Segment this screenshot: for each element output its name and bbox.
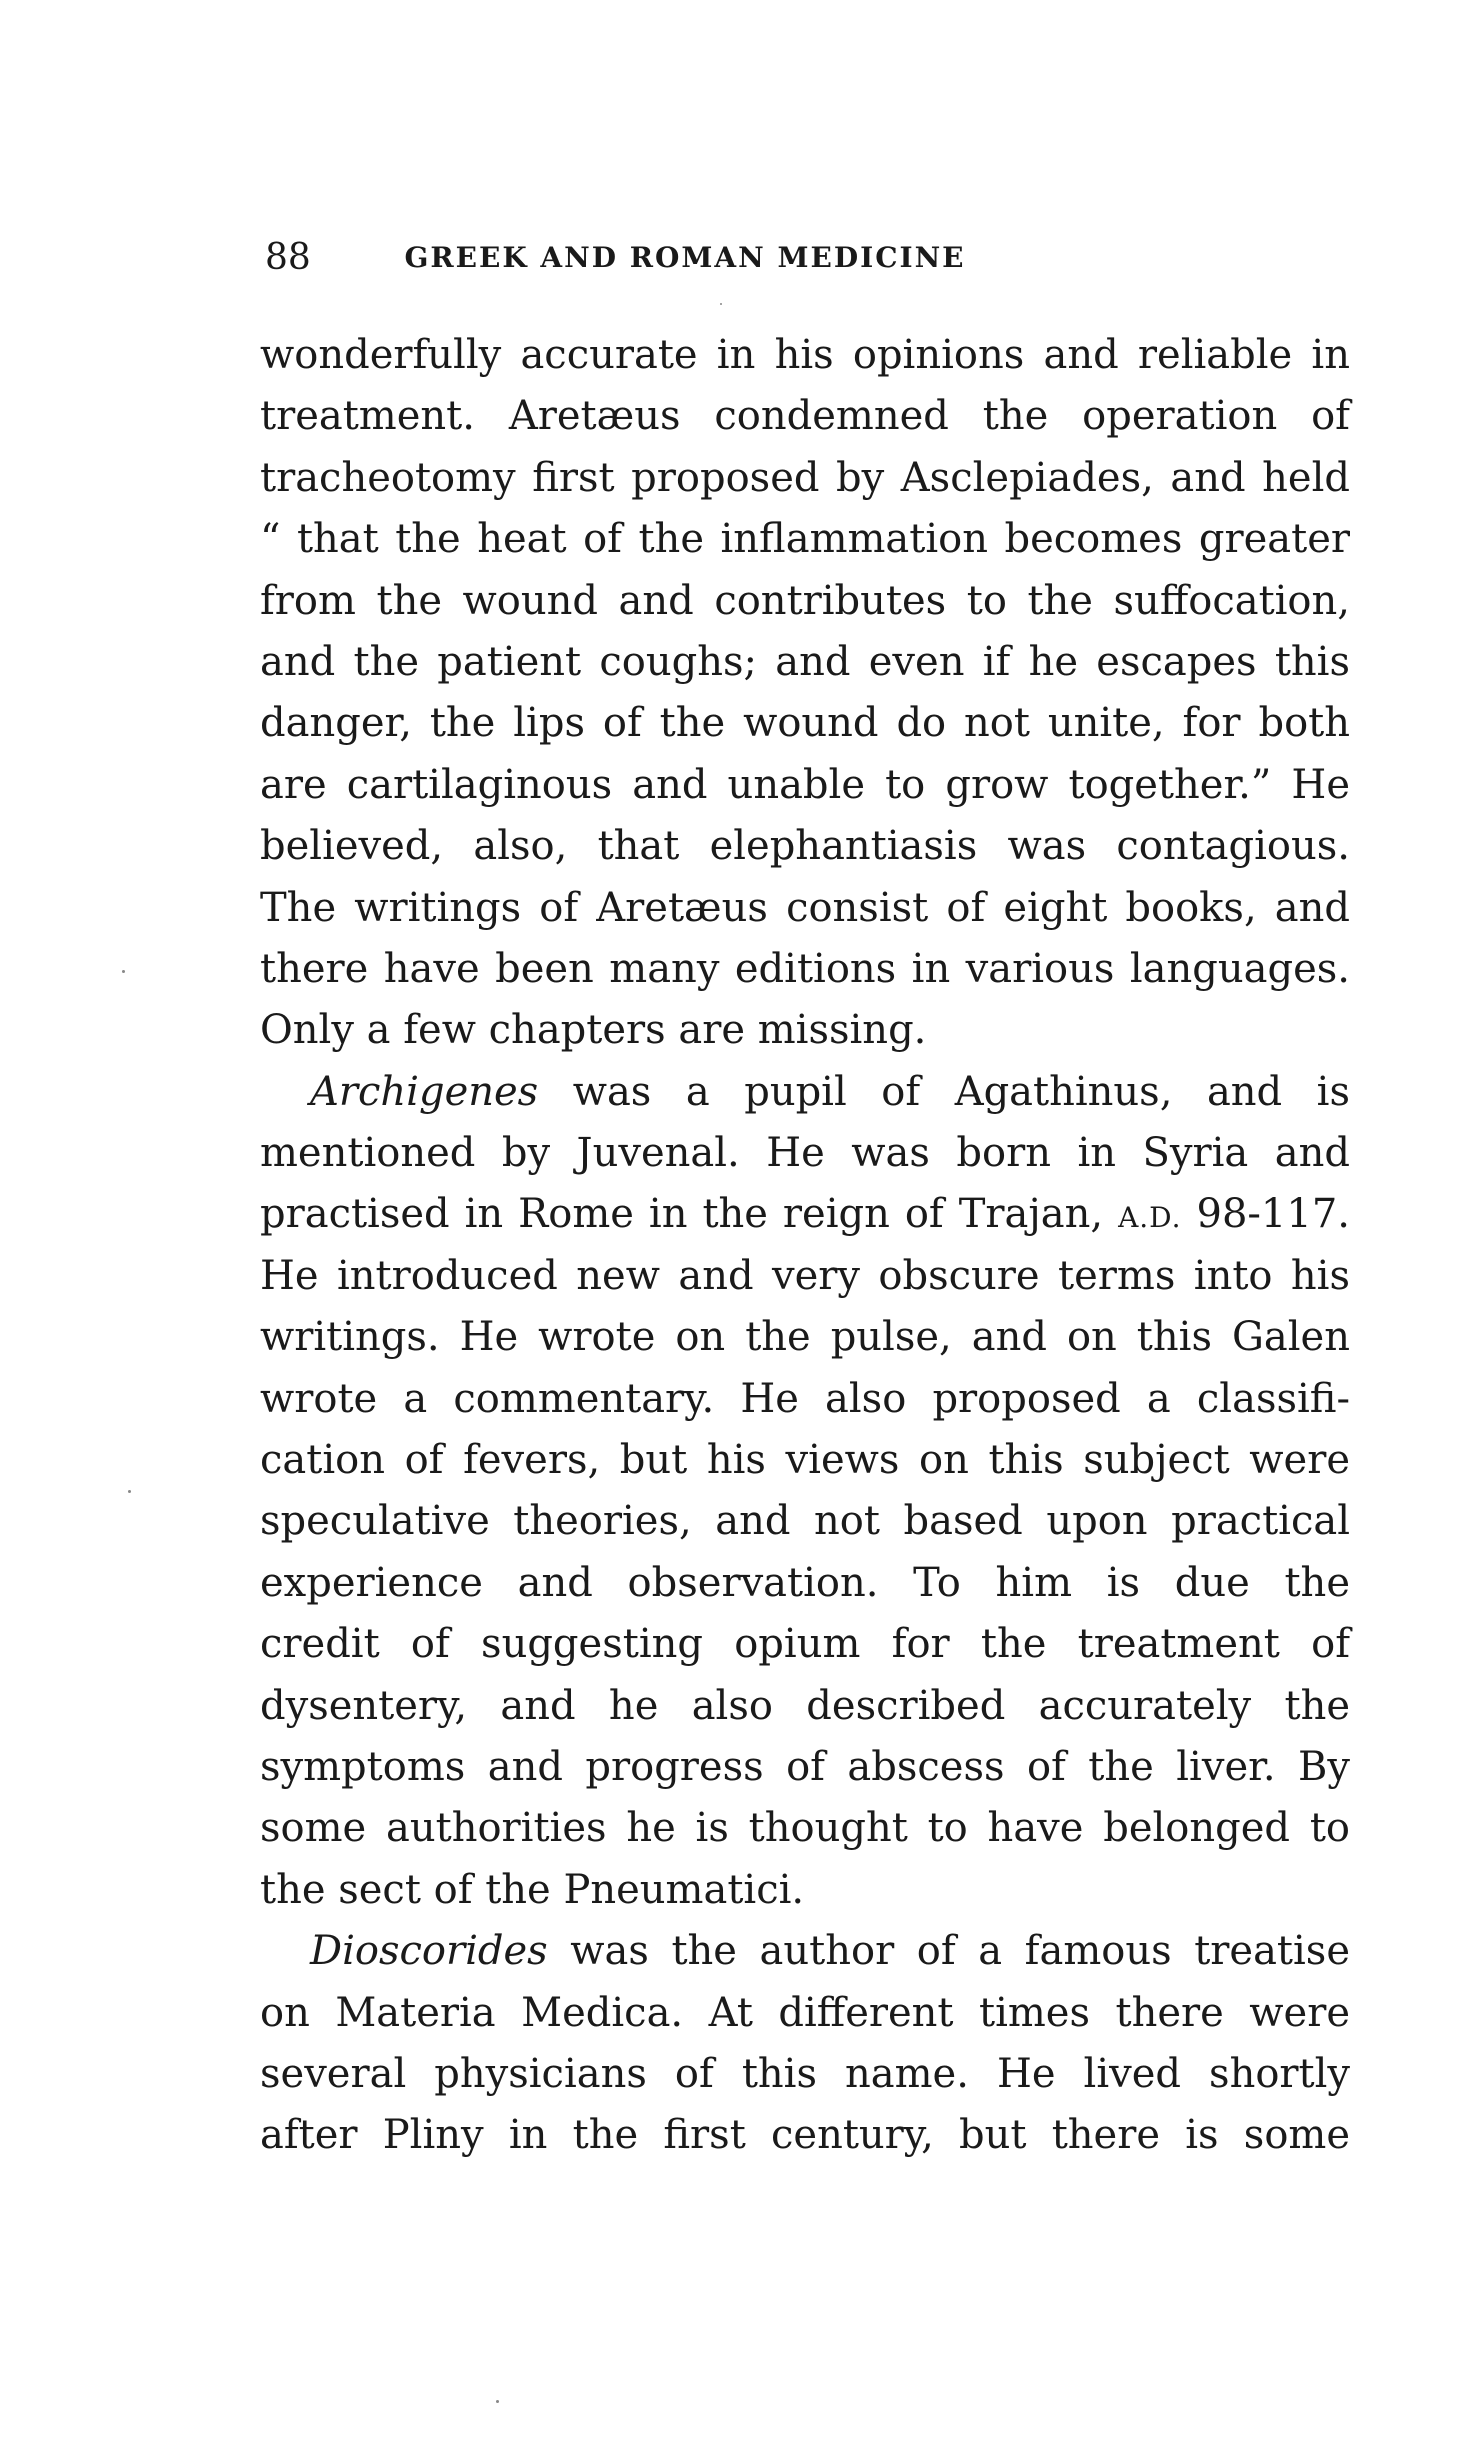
- text-line: symptoms and progress of abscess of the liver. By: [260, 1743, 1350, 1790]
- paper-speck: [122, 970, 125, 973]
- text-line: and the patient coughs; and even if he escapes this: [260, 638, 1350, 685]
- text-line: speculative theories, and not based upon practical: [260, 1498, 1350, 1545]
- text-line-dioscorides: [260, 1921, 1350, 1982]
- paper-speck: [720, 303, 722, 305]
- page-header: [265, 238, 1105, 278]
- running-title: GREEK AND ROMAN MEDICINE: [404, 241, 966, 274]
- line-continuation: was a pupil of Agathinus, and is: [538, 1068, 1350, 1115]
- text-line: mentioned by Juvenal. He was born in Syria and: [260, 1130, 1350, 1177]
- paper-speck: [128, 1490, 131, 1493]
- paragraph-last-line: the sect of the Pneumatici.: [260, 1866, 805, 1913]
- text-line: credit of suggesting opium for the treatment of: [260, 1621, 1350, 1668]
- text-line: writings. He wrote on the pulse, and on this Galen: [260, 1314, 1350, 1361]
- text-line: wrote a commentary. He also proposed a classifi-: [260, 1375, 1350, 1422]
- text-line: cation of fevers, but his views on this subject were: [260, 1437, 1350, 1484]
- name-archigenes: Archigenes: [310, 1068, 539, 1115]
- text-line-date: [260, 1184, 1350, 1245]
- line-continuation: was the author of a famous treatise: [547, 1928, 1350, 1975]
- text-line: He introduced new and very obscure terms into his: [260, 1252, 1350, 1299]
- text-line: on Materia Medica. At different times there were: [260, 1989, 1350, 2036]
- text-line: some authorities he is thought to have belonged to: [260, 1805, 1350, 1852]
- text-line: are cartilaginous and unable to grow together.” He: [260, 761, 1350, 808]
- text-line: tracheotomy first proposed by Asclepiades, and held: [260, 454, 1350, 501]
- text-line: from the wound and contributes to the suffocation,: [260, 577, 1350, 624]
- text-line: after Pliny in the first century, but there is some: [260, 2112, 1350, 2159]
- paper-speck: [496, 2400, 499, 2403]
- body-text: [260, 325, 1350, 2167]
- text-line: believed, also, that elephantiasis was contagious.: [260, 823, 1350, 870]
- name-dioscorides: Dioscorides: [310, 1928, 548, 1975]
- paragraph-last-line: Only a few chapters are missing.: [260, 1007, 927, 1054]
- text-line: several physicians of this name. He lived shortly: [260, 2050, 1350, 2097]
- text-line: “ that the heat of the inflammation becomes greater: [260, 516, 1350, 563]
- page-number: 88: [265, 237, 311, 278]
- text-line: The writings of Aretæus consist of eight books, and: [260, 884, 1350, 931]
- text-line: wonderfully accurate in his opinions and reliable in: [260, 332, 1350, 378]
- text-line: treatment. Aretæus condemned the operation of: [260, 393, 1350, 440]
- era-abbreviation: A.D.: [1118, 1201, 1182, 1235]
- text-line: dysentery, and he also described accurately the: [260, 1682, 1350, 1729]
- text-line: danger, the lips of the wound do not unite, for both: [260, 700, 1350, 747]
- line-segment: 98-117.: [1181, 1191, 1350, 1238]
- line-segment: practised in Rome in the reign of Trajan,: [260, 1191, 1119, 1238]
- text-line: experience and observation. To him is due the: [260, 1559, 1350, 1606]
- text-line: there have been many editions in various languages.: [260, 945, 1350, 992]
- text-line-archigenes: [260, 1062, 1350, 1123]
